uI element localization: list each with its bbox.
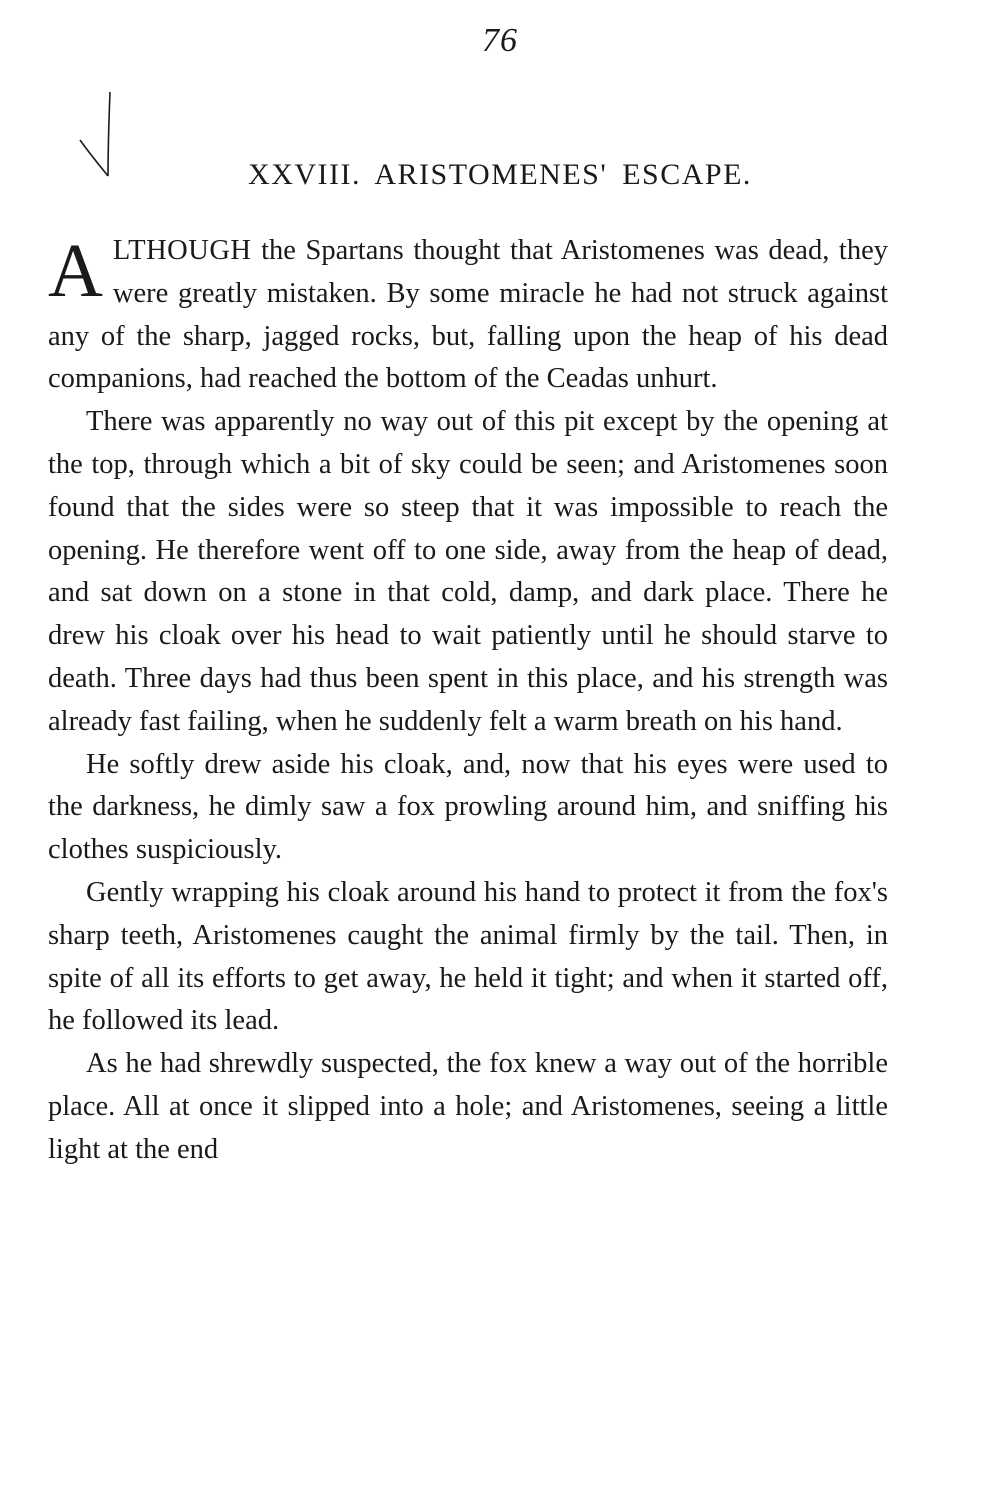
paragraph-3: He softly drew aside his cloak, and, now that his eyes were used to the darkness, he dimly saw a fox prowling around him, and sniffing his clothes suspiciously. bbox=[48, 748, 888, 866]
paragraph-1-first-word: LTHOUGH bbox=[112, 235, 252, 266]
paragraph-1-text: the Spartans thought that Aristomenes was dead, they were greatly mistaken. By some miracle he had not struck against any of the sharp, jagged rocks, but, falling upon the heap of his dead companions, had reached the bottom of the Ceadas unhurt. bbox=[48, 235, 888, 395]
paragraph-5: As he had shrewdly suspected, the fox knew a way out of the horrible place. All at once it slipped into a hole; and Aristomenes, seeing a little light at the end bbox=[48, 1048, 888, 1165]
drop-cap: A bbox=[48, 229, 103, 313]
page-number: 76 bbox=[482, 22, 518, 59]
body-text bbox=[48, 230, 888, 1172]
paragraph-1 bbox=[48, 230, 888, 401]
chapter-title: XXVIII. ARISTOMENES' ESCAPE. bbox=[248, 158, 752, 191]
paragraph-4: Gently wrapping his cloak around his hand to protect it from the fox's sharp teeth, Aristomenes caught the animal firmly by the tail. Then, in spite of all its efforts to get away, he held it tight; and when it started off, he followed its lead. bbox=[48, 876, 888, 1037]
paragraph-2: There was apparently no way out of this pit except by the opening at the top, through which a bit of sky could be seen; and Aristomenes soon found that the sides were so steep that it was impossible to reach the opening. He therefore went off to one side, away from the heap of dead, and sat down on a stone in that cold, damp, and dark place. There he drew his cloak over his head to wait patiently until he should starve to death. Three days had thus been spent in this place, and his strength was already fast failing, when he suddenly felt a warm breath on his hand. bbox=[48, 406, 888, 737]
